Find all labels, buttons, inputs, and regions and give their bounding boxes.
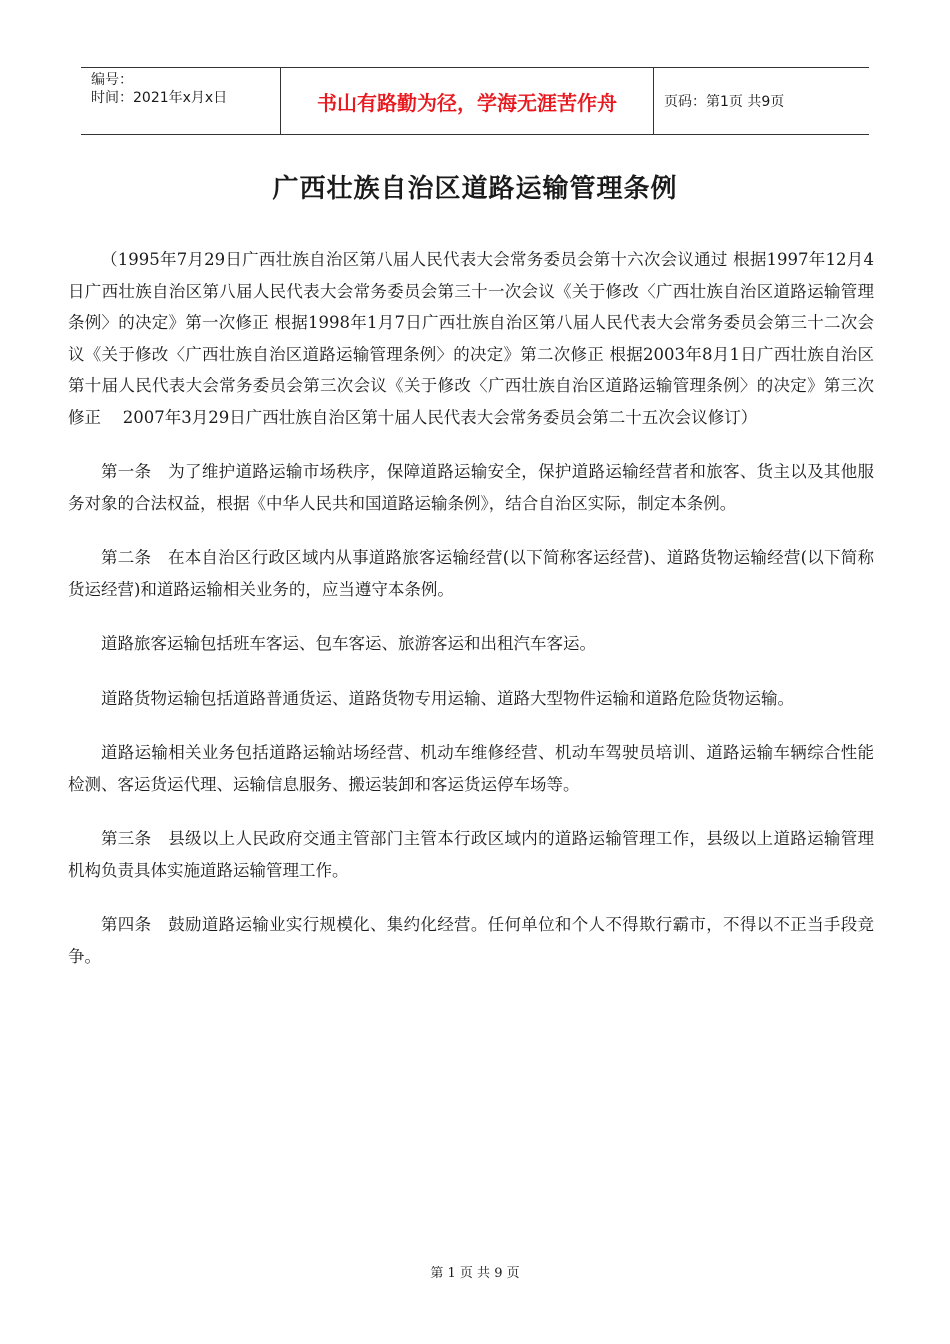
document-title: 广西壮族自治区道路运输管理条例 (272, 174, 678, 204)
paragraph-related-business: 道路运输相关业务包括道路运输站场经营、机动车维修经营、机动车驾驶员培训、道路运输车辆综合性能检测、客运货运代理、运输信息服务、搬运装卸和客运货运停车场等。 (68, 743, 874, 794)
paragraph-article-3: 第三条 县级以上人民政府交通主管部门主管本行政区域内的道路运输管理工作，县级以上道路运输管理机构负责具体实施道路运输管理工作。 (68, 829, 874, 880)
page-header (81, 67, 869, 135)
header-page-info: 页码：第1页 共9页 (664, 94, 785, 110)
paragraph-preamble: （1995年7月29日广西壮族自治区第八届人民代表大会常务委员会第十六次会议通过 根据1997年12月4日广西壮族自治区第八届人民代表大会常务委员会第三十一次会议《关于修改〈广西壮族自治区道路运输管理条例〉的决定》第一次修正 根据1998年1月7日广西壮族自治区第八届人民代表大会常务委员会第三十二次会议《关于修改〈广西壮族自治区道路运输管理条例〉的决定》第二次修正 根据2003年8月1日广西壮族自治区第十届人民代表大会常务委员会第三次会议《关于修改〈广西壮族自治区道路运输管理条例〉的决定》第三次修正 2007年3月29日广西壮族自治区第十届人民代表大会常务委员会第二十五次会议修订） (68, 250, 874, 427)
time-label: 时间：2021年x月x日 (91, 90, 228, 106)
paragraph-article-1: 第一条 为了维护道路运输市场秩序，保障道路运输安全，保护道路运输经营者和旅客、货主以及其他服务对象的合法权益，根据《中华人民共和国道路运输条例》，结合自治区实际，制定本条例。 (68, 462, 874, 513)
document-body (68, 244, 874, 995)
number-label: 编号： (91, 72, 133, 88)
paragraph-passenger-transport: 道路旅客运输包括班车客运、包车客运、旅游客运和出租汽车客运。 (101, 634, 596, 653)
page-footer: 第 1 页 共 9 页 (430, 1266, 520, 1281)
paragraph-article-2: 第二条 在本自治区行政区域内从事道路旅客运输经营(以下简称客运经营)、道路货物运输经营(以下简称货运经营)和道路运输相关业务的，应当遵守本条例。 (68, 548, 874, 599)
paragraph-freight-transport: 道路货物运输包括道路普通货运、道路货物专用运输、道路大型物件运输和道路危险货物运输。 (101, 688, 794, 708)
header-meta (81, 68, 281, 134)
paragraph-article-4: 第四条 鼓励道路运输业实行规模化、集约化经营。任何单位和个人不得欺行霸市，不得以不正当手段竞争。 (68, 915, 874, 966)
header-motto: 书山有路勤为径，学海无涯苦作舟 (281, 68, 654, 134)
